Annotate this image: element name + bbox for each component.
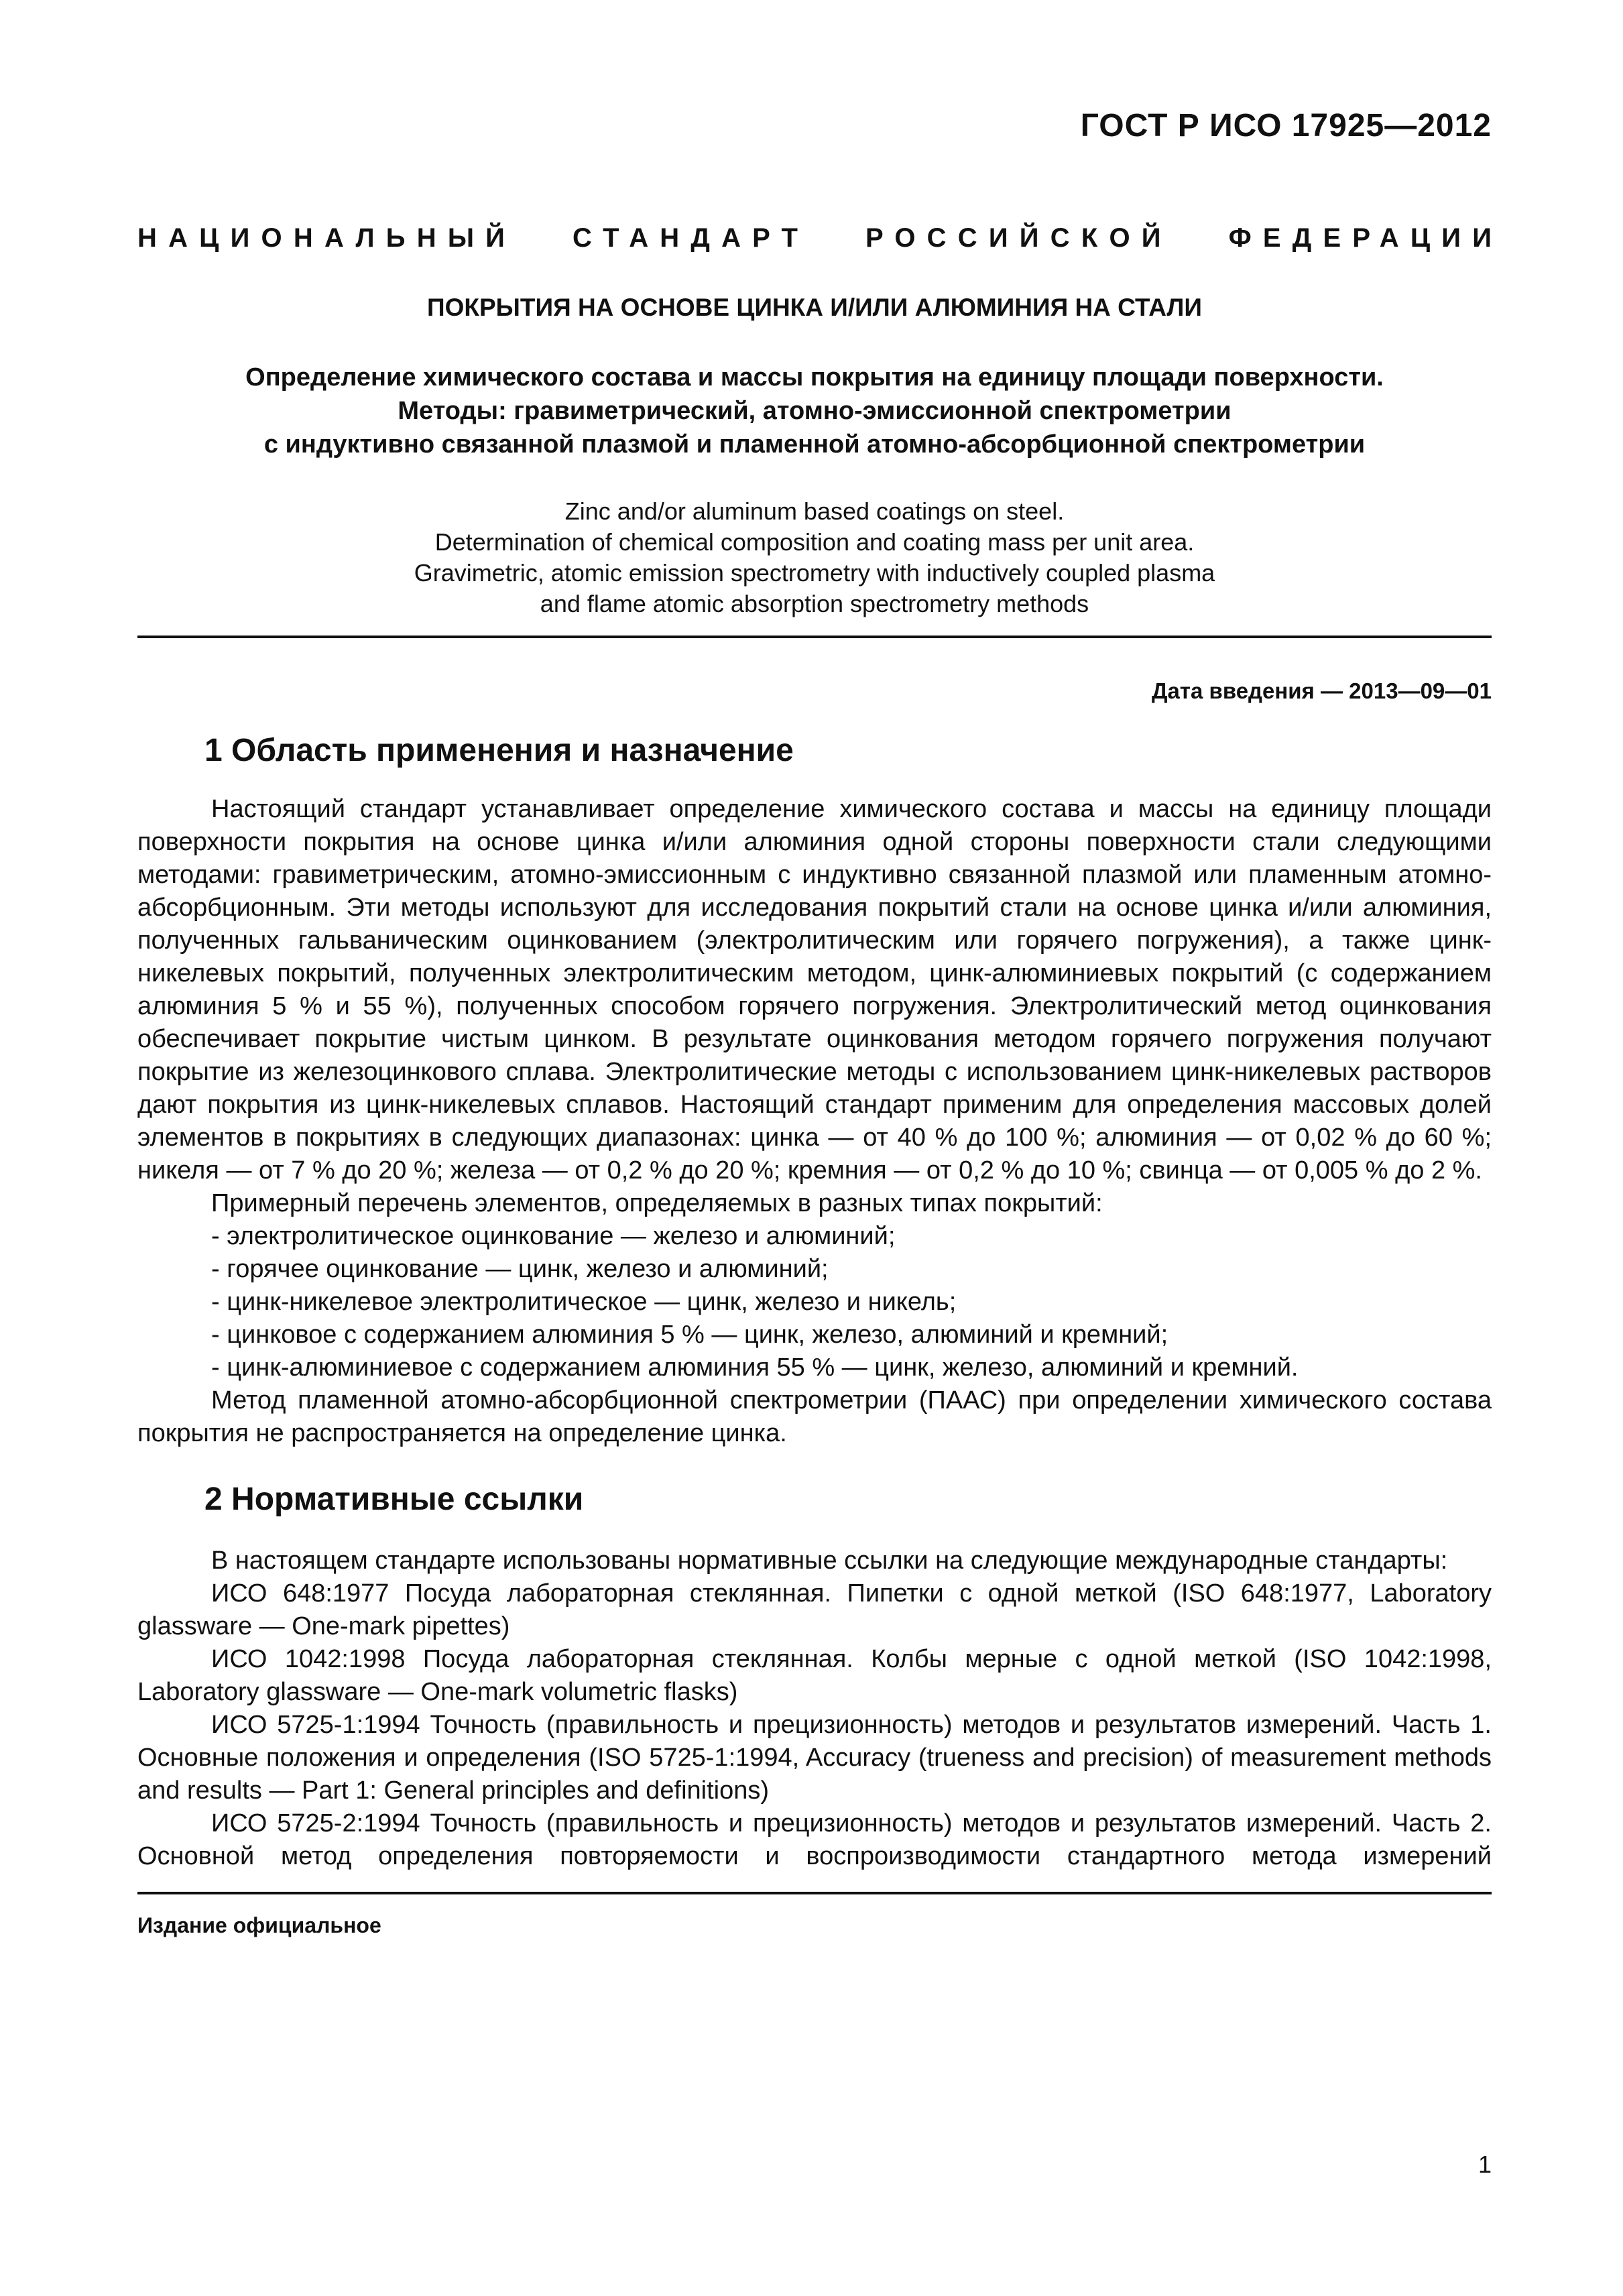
edition-label: Издание официальное [137, 1913, 381, 1937]
introduction-date: Дата введения — 2013—09—01 [1152, 678, 1492, 703]
section-1-heading: 1 Область применения и назначение [204, 733, 794, 768]
english-title-line: and flame atomic absorption spectrometry methods [540, 590, 1089, 617]
reference-item: ИСО 5725-1:1994 Точность (правильность и прецизионность) методов и результатов измерений. Часть 1. Основные положения и определения (ISO 5725-1:1994, Accuracy (trueness and precision) of measurement methods and results — Part 1: General principles and definitions) [137, 1711, 1492, 1805]
national-word-1: НАЦИОНАЛЬНЫЙ [137, 223, 517, 253]
section-2-heading: 2 Нормативные ссылки [204, 1482, 584, 1517]
section-2-body [137, 1545, 1492, 1873]
english-title [137, 496, 1492, 619]
list-item: - электролитическое оцинкование — железо и алюминий; [211, 1222, 896, 1250]
national-standard-heading [137, 223, 1504, 253]
section-1-body [137, 793, 1492, 1450]
paragraph: Примерный перечень элементов, определяемых в разных типах покрытий: [211, 1189, 1103, 1217]
document-title: ПОКРЫТИЯ НА ОСНОВЕ ЦИНКА И/ИЛИ АЛЮМИНИЯ НА СТАЛИ [427, 294, 1202, 321]
list-item: - цинк-никелевое электролитическое — цинк, железо и никель; [211, 1288, 957, 1316]
national-word-2: СТАНДАРТ [573, 223, 810, 253]
reference-item: ИСО 1042:1998 Посуда лабораторная стеклянная. Колбы мерные с одной меткой (ISO 1042:1998, Laboratory glassware — One-mark volumetric flasks) [137, 1645, 1492, 1706]
page-number: 1 [1478, 2151, 1492, 2178]
list-item: - горячее оцинкование — цинк, железо и алюминий; [211, 1255, 829, 1283]
national-word-4: ФЕДЕРАЦИИ [1228, 223, 1504, 253]
subtitle-line: с индуктивно связанной плазмой и пламенной атомно-абсорбционной спектрометрии [263, 430, 1366, 459]
english-title-line: Gravimetric, atomic emission spectrometry with inductively coupled plasma [414, 559, 1215, 587]
national-word-3: РОССИЙСКОЙ [865, 223, 1173, 253]
document-page [137, 107, 1504, 1938]
paragraph: В настоящем стандарте использованы нормативные ссылки на следующие международные стандарты: [211, 1547, 1448, 1575]
list-item: - цинковое с содержанием алюминия 5 % — цинк, железо, алюминий и кремний; [211, 1321, 1168, 1349]
paragraph: Метод пламенной атомно-абсорбционной спектрометрии (ПААС) при определении химического состава покрытия не распространяется на определение цинка. [137, 1386, 1492, 1447]
gost-number: ГОСТ Р ИСО 17925—2012 [1080, 108, 1492, 143]
subtitle-line: Определение химического состава и массы покрытия на единицу площади поверхности. [245, 363, 1384, 391]
list-item: - цинк-алюминиевое с содержанием алюминия 55 % — цинк, железо, алюминий и кремний. [211, 1353, 1299, 1382]
reference-item: ИСО 648:1977 Посуда лабораторная стеклянная. Пипетки с одной меткой (ISO 648:1977, Laboratory glassware — One-mark pipettes) [137, 1579, 1492, 1640]
subtitle-line: Методы: гравиметрический, атомно-эмиссионной спектрометрии [398, 397, 1231, 425]
footer-divider [137, 1892, 1492, 1894]
title-divider [137, 636, 1492, 638]
document-subtitle [137, 361, 1492, 461]
english-title-line: Determination of chemical composition and coating mass per unit area. [434, 528, 1195, 556]
paragraph: Настоящий стандарт устанавливает определение химического состава и массы на единицу площади поверхности покрытия на основе цинка и/или алюминия одной стороны поверхности стали следующими методами: гравиметрическим, атомно-эмиссионным с индуктивно связанной плазмой или пламенным атомно-абсорбционным. Эти методы используют для исследования покрытий стали на основе цинка и/или алюминия, полученных гальваническим оцинкованием (электролитическим или горячего погружения), а также цинк-никелевых покрытий, полученных электролитическим методом, цинк-алюминиевых покрытий (с содержанием алюминия 5 % и 55 %), полученных способом горячего погружения. Электролитический метод оцинкования обеспечивает покрытие чистым цинком. В результате оцинкования методом горячего погружения получают покрытие из железоцинкового сплава. Электролитические методы с использованием цинк-никелевых растворов дают покрытия из цинк-никелевых сплавов. Настоящий стандарт применим для определения массовых долей элементов в покрытиях в следующих диапазонах: цинка — от 40 % до 100 %; алюминия — от 0,02 % до 60 %; никеля — от 7 % до 20 %; железа — от 0,2 % до 20 %; кремния — от 0,2 % до 10 %; свинца — от 0,005 % до 2 %. [137, 795, 1492, 1185]
english-title-line: Zinc and/or aluminum based coatings on steel. [564, 497, 1065, 525]
reference-item: ИСО 5725-2:1994 Точность (правильность и прецизионность) методов и результатов измерений. Часть 2. Основной метод определения повторяемости и воспроизводимости стандартного метода измерений [137, 1809, 1492, 1870]
